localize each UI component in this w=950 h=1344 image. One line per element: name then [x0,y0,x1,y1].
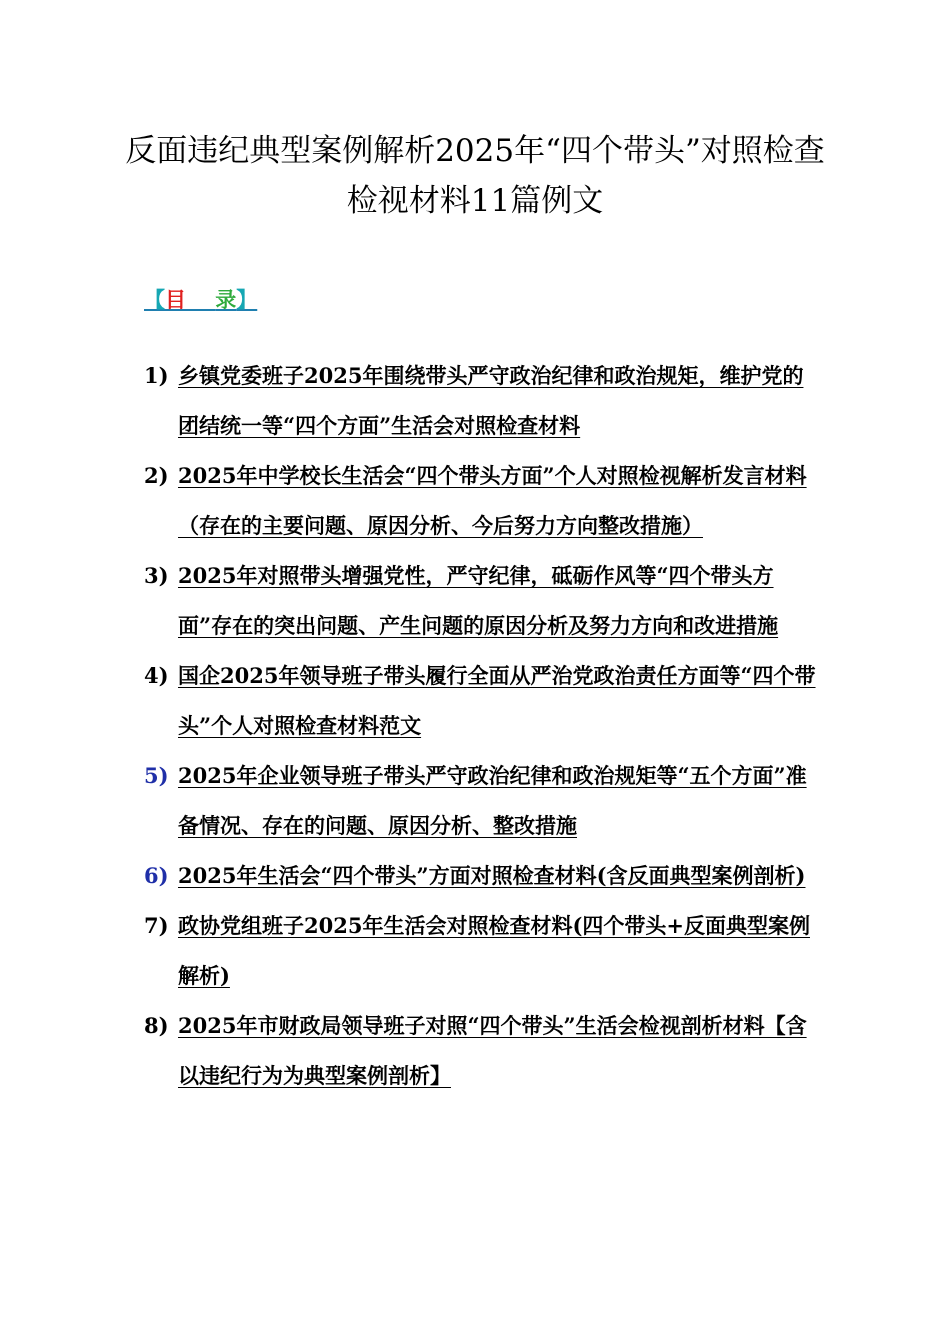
toc-item [144,751,824,851]
toc-item [144,351,824,451]
toc-item-link[interactable]: 国企2025年领导班子带头履行全面从严治党政治责任方面等“四个带头”个人对照检查材料范文 [178,663,816,738]
toc-heading-char-mu: 目 [165,287,186,312]
toc-item-number: 8) [144,1013,169,1038]
toc-item [144,901,824,1001]
toc-item-link[interactable]: 2025年对照带头增强党性，严守纪律，砥砺作风等“四个带头方面”存在的突出问题、产生问题的原因分析及努力方向和改进措施 [178,563,779,638]
toc-heading-char-lu: 录 [215,287,237,312]
toc-item-number: 7) [144,913,169,938]
toc-heading-gap [186,287,215,312]
toc-item-number: 2) [144,463,169,488]
toc-item [144,551,824,651]
toc-item-number: 5) [144,763,169,788]
toc-item-number: 4) [144,663,169,688]
toc-item-link[interactable]: 政协党组班子2025年生活会对照检查材料(四个带头+反面典型案例解析) [178,913,810,988]
toc-heading-close-bracket: 】 [236,287,258,312]
toc-item-number: 1) [144,363,169,388]
toc-list [144,351,824,1101]
toc-item-number: 3) [144,563,169,588]
toc-item-link[interactable]: 2025年中学校长生活会“四个带头方面”个人对照检视解析发言材料（存在的主要问题、原因分析、今后努力方向整改措施） [178,463,807,538]
toc-item [144,451,824,551]
toc-item-link[interactable]: 乡镇党委班子2025年围绕带头严守政治纪律和政治规矩，维护党的团结统一等“四个方面”生活会对照检查材料 [178,363,804,438]
document-title: 反面违纪典型案例解析2025年“四个带头”对照检查检视材料11篇例文 [125,133,825,219]
toc-item [144,851,824,901]
toc-item-link[interactable]: 2025年企业领导班子带头严守政治纪律和政治规矩等“五个方面”准备情况、存在的问题、原因分析、整改措施 [178,763,807,838]
toc-heading-open-bracket: 【 [144,287,165,312]
toc-item-number: 6) [144,863,169,888]
toc-item-link[interactable]: 2025年市财政局领导班子对照“四个带头”生活会检视剖析材料【含以违纪行为为典型案例剖析】 [178,1013,807,1088]
toc-item [144,651,824,751]
toc-item [144,1001,824,1101]
toc-item-link[interactable]: 2025年生活会“四个带头”方面对照检查材料(含反面典型案例剖析) [178,863,806,888]
toc-heading [144,284,257,316]
